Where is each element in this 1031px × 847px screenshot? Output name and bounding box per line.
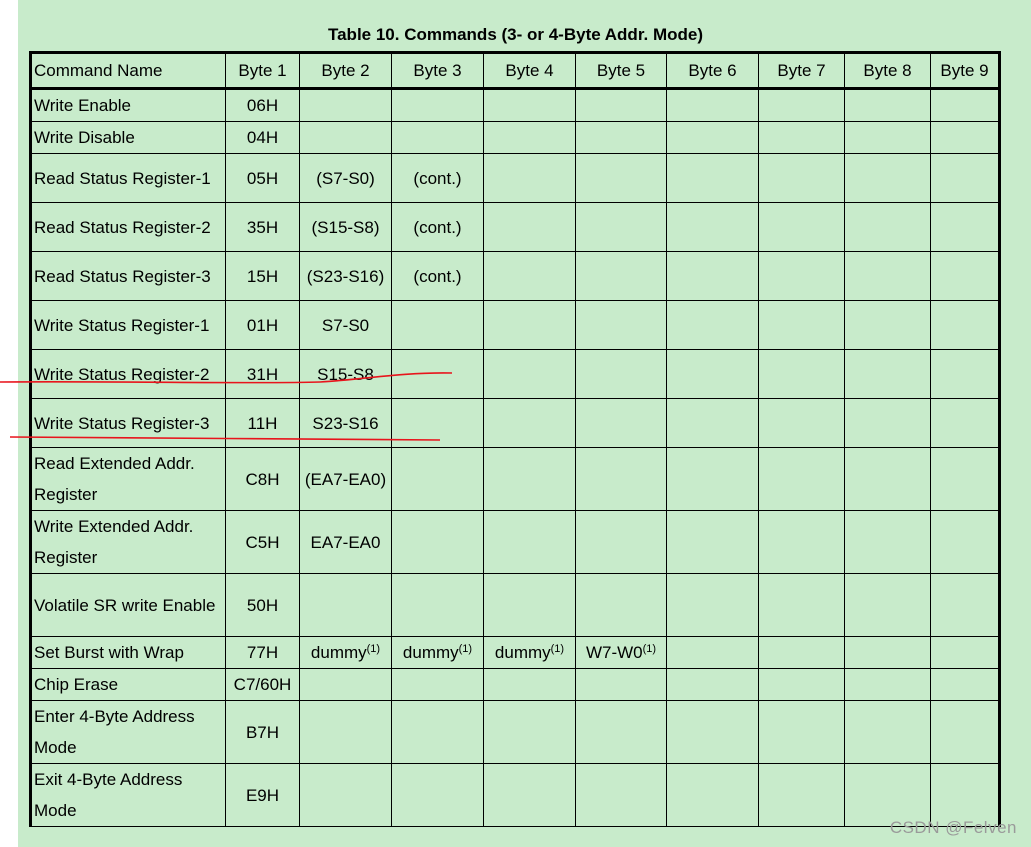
byte-cell <box>931 154 1000 203</box>
byte-cell <box>667 637 759 669</box>
byte-cell <box>576 637 667 669</box>
footnote-marker: (1) <box>642 643 657 655</box>
byte-cell <box>484 701 576 764</box>
byte-cell <box>931 89 1000 122</box>
byte-cell <box>392 511 484 574</box>
byte-cell <box>392 574 484 637</box>
byte-cell <box>845 252 931 301</box>
byte-cell <box>845 203 931 252</box>
command-name-cell: Chip Erase <box>31 669 226 701</box>
table-header-row <box>31 53 1000 89</box>
byte-cell <box>759 574 845 637</box>
command-name-cell: Write Enable <box>31 89 226 122</box>
byte-cell <box>392 764 484 827</box>
byte-cell: 50H <box>226 574 300 637</box>
table-row <box>31 350 1000 399</box>
byte-cell <box>931 122 1000 154</box>
command-name-cell: Write Status Register-3 <box>31 399 226 448</box>
byte-cell <box>931 203 1000 252</box>
byte-cell <box>484 448 576 511</box>
byte-cell <box>576 350 667 399</box>
header-cell: Byte 9 <box>931 53 1000 89</box>
byte-cell <box>931 511 1000 574</box>
byte-cell <box>759 252 845 301</box>
byte-cell <box>845 301 931 350</box>
byte-cell <box>931 350 1000 399</box>
byte-cell: (S23-S16) <box>300 252 392 301</box>
byte-value: dummy <box>402 643 459 662</box>
byte-cell <box>667 511 759 574</box>
byte-cell: (S7-S0) <box>300 154 392 203</box>
byte-cell <box>759 301 845 350</box>
byte-cell <box>845 154 931 203</box>
byte-cell: 77H <box>226 637 300 669</box>
byte-cell: EA7-EA0 <box>300 511 392 574</box>
byte-cell: 11H <box>226 399 300 448</box>
byte-cell <box>931 701 1000 764</box>
table-row <box>31 574 1000 637</box>
header-cell: Byte 6 <box>667 53 759 89</box>
byte-value: dummy <box>494 643 551 662</box>
byte-cell <box>484 89 576 122</box>
table-row <box>31 301 1000 350</box>
command-name-cell: Set Burst with Wrap <box>31 637 226 669</box>
byte-cell: E9H <box>226 764 300 827</box>
command-name-cell: Enter 4-Byte Address Mode <box>31 701 226 764</box>
byte-cell <box>392 448 484 511</box>
watermark: CSDN @Felven <box>889 818 1017 837</box>
byte-cell: 31H <box>226 350 300 399</box>
command-name-cell: Exit 4-Byte Address Mode <box>31 764 226 827</box>
byte-cell <box>931 448 1000 511</box>
command-name-cell: Volatile SR write Enable <box>31 574 226 637</box>
table-row <box>31 89 1000 122</box>
byte-cell <box>667 574 759 637</box>
byte-cell: 06H <box>226 89 300 122</box>
byte-cell <box>931 669 1000 701</box>
byte-cell <box>845 511 931 574</box>
table-row <box>31 448 1000 511</box>
byte-cell: (cont.) <box>392 203 484 252</box>
table-row <box>31 122 1000 154</box>
byte-cell <box>931 252 1000 301</box>
command-name-cell: Read Status Register-3 <box>31 252 226 301</box>
byte-cell <box>845 399 931 448</box>
byte-cell <box>759 701 845 764</box>
byte-cell <box>484 511 576 574</box>
byte-cell <box>484 669 576 701</box>
byte-cell <box>392 637 484 669</box>
byte-cell <box>576 574 667 637</box>
byte-cell <box>484 203 576 252</box>
byte-cell <box>576 511 667 574</box>
byte-cell <box>576 301 667 350</box>
byte-cell <box>392 669 484 701</box>
byte-cell <box>759 122 845 154</box>
byte-cell <box>300 122 392 154</box>
table-row <box>31 203 1000 252</box>
header-cell: Command Name <box>31 53 226 89</box>
table-row <box>31 669 1000 701</box>
byte-cell <box>759 350 845 399</box>
command-name-cell: Write Extended Addr. Register <box>31 511 226 574</box>
byte-cell: 15H <box>226 252 300 301</box>
byte-cell <box>484 764 576 827</box>
table-row <box>31 252 1000 301</box>
byte-cell <box>845 122 931 154</box>
byte-cell <box>576 764 667 827</box>
byte-cell <box>845 89 931 122</box>
byte-cell <box>667 764 759 827</box>
byte-value: dummy <box>310 643 367 662</box>
byte-cell: (cont.) <box>392 252 484 301</box>
byte-cell <box>667 669 759 701</box>
footnote-marker: (1) <box>550 643 565 655</box>
byte-cell <box>300 637 392 669</box>
header-cell: Byte 5 <box>576 53 667 89</box>
byte-cell: 04H <box>226 122 300 154</box>
byte-cell <box>484 154 576 203</box>
byte-cell <box>667 122 759 154</box>
byte-cell: S23-S16 <box>300 399 392 448</box>
byte-cell <box>667 350 759 399</box>
byte-cell: (EA7-EA0) <box>300 448 392 511</box>
header-cell: Byte 8 <box>845 53 931 89</box>
byte-cell <box>576 399 667 448</box>
byte-cell <box>392 399 484 448</box>
byte-value: W7-W0 <box>585 643 643 662</box>
byte-cell <box>484 301 576 350</box>
byte-cell <box>576 701 667 764</box>
byte-cell: (cont.) <box>392 154 484 203</box>
table-row <box>31 399 1000 448</box>
byte-cell: S15-S8 <box>300 350 392 399</box>
footnote-marker: (1) <box>366 643 381 655</box>
byte-cell: 35H <box>226 203 300 252</box>
footnote-marker: (1) <box>458 643 473 655</box>
header-cell: Byte 3 <box>392 53 484 89</box>
byte-cell <box>484 122 576 154</box>
byte-cell <box>845 669 931 701</box>
byte-cell <box>576 669 667 701</box>
byte-cell <box>759 448 845 511</box>
byte-cell: 01H <box>226 301 300 350</box>
byte-cell <box>759 669 845 701</box>
byte-cell <box>931 301 1000 350</box>
table-row <box>31 764 1000 827</box>
byte-cell <box>667 701 759 764</box>
byte-cell <box>667 301 759 350</box>
byte-cell <box>845 448 931 511</box>
byte-cell: 05H <box>226 154 300 203</box>
byte-cell <box>484 574 576 637</box>
byte-cell <box>576 122 667 154</box>
header-cell: Byte 4 <box>484 53 576 89</box>
byte-cell <box>576 203 667 252</box>
command-name-cell: Write Status Register-1 <box>31 301 226 350</box>
byte-cell <box>576 448 667 511</box>
header-cell: Byte 1 <box>226 53 300 89</box>
byte-cell: C8H <box>226 448 300 511</box>
command-name-cell: Write Disable <box>31 122 226 154</box>
byte-cell: S7-S0 <box>300 301 392 350</box>
byte-cell <box>392 89 484 122</box>
byte-cell <box>845 350 931 399</box>
command-name-cell: Read Status Register-1 <box>31 154 226 203</box>
byte-cell <box>484 637 576 669</box>
byte-cell <box>667 89 759 122</box>
header-cell: Byte 2 <box>300 53 392 89</box>
byte-cell <box>759 399 845 448</box>
byte-cell <box>392 301 484 350</box>
header-cell: Byte 7 <box>759 53 845 89</box>
byte-cell <box>300 764 392 827</box>
byte-cell <box>667 399 759 448</box>
byte-cell <box>300 701 392 764</box>
byte-cell <box>484 252 576 301</box>
byte-cell <box>392 350 484 399</box>
byte-cell <box>759 511 845 574</box>
table-title: Table 10. Commands (3- or 4-Byte Addr. Mode) <box>327 25 703 44</box>
commands-table <box>29 51 1001 827</box>
byte-cell <box>759 89 845 122</box>
byte-cell <box>931 399 1000 448</box>
byte-cell <box>667 252 759 301</box>
byte-cell <box>300 669 392 701</box>
byte-cell <box>576 154 667 203</box>
byte-cell: C5H <box>226 511 300 574</box>
byte-cell <box>845 574 931 637</box>
byte-cell <box>759 154 845 203</box>
byte-cell <box>931 574 1000 637</box>
table-row <box>31 511 1000 574</box>
byte-cell <box>667 203 759 252</box>
table-row <box>31 154 1000 203</box>
byte-cell: C7/60H <box>226 669 300 701</box>
byte-cell <box>759 637 845 669</box>
byte-cell <box>759 203 845 252</box>
byte-cell <box>759 764 845 827</box>
byte-cell <box>845 637 931 669</box>
byte-cell <box>392 701 484 764</box>
table-row <box>31 637 1000 669</box>
command-name-cell: Read Extended Addr. Register <box>31 448 226 511</box>
byte-cell: B7H <box>226 701 300 764</box>
byte-cell <box>667 154 759 203</box>
byte-cell <box>484 350 576 399</box>
byte-cell <box>300 574 392 637</box>
command-name-cell: Read Status Register-2 <box>31 203 226 252</box>
byte-cell <box>667 448 759 511</box>
byte-cell <box>576 252 667 301</box>
byte-cell <box>845 701 931 764</box>
byte-cell <box>392 122 484 154</box>
table-row <box>31 701 1000 764</box>
byte-cell: (S15-S8) <box>300 203 392 252</box>
byte-cell <box>576 89 667 122</box>
byte-cell <box>300 89 392 122</box>
byte-cell <box>484 399 576 448</box>
command-name-cell: Write Status Register-2 <box>31 350 226 399</box>
byte-cell <box>931 637 1000 669</box>
